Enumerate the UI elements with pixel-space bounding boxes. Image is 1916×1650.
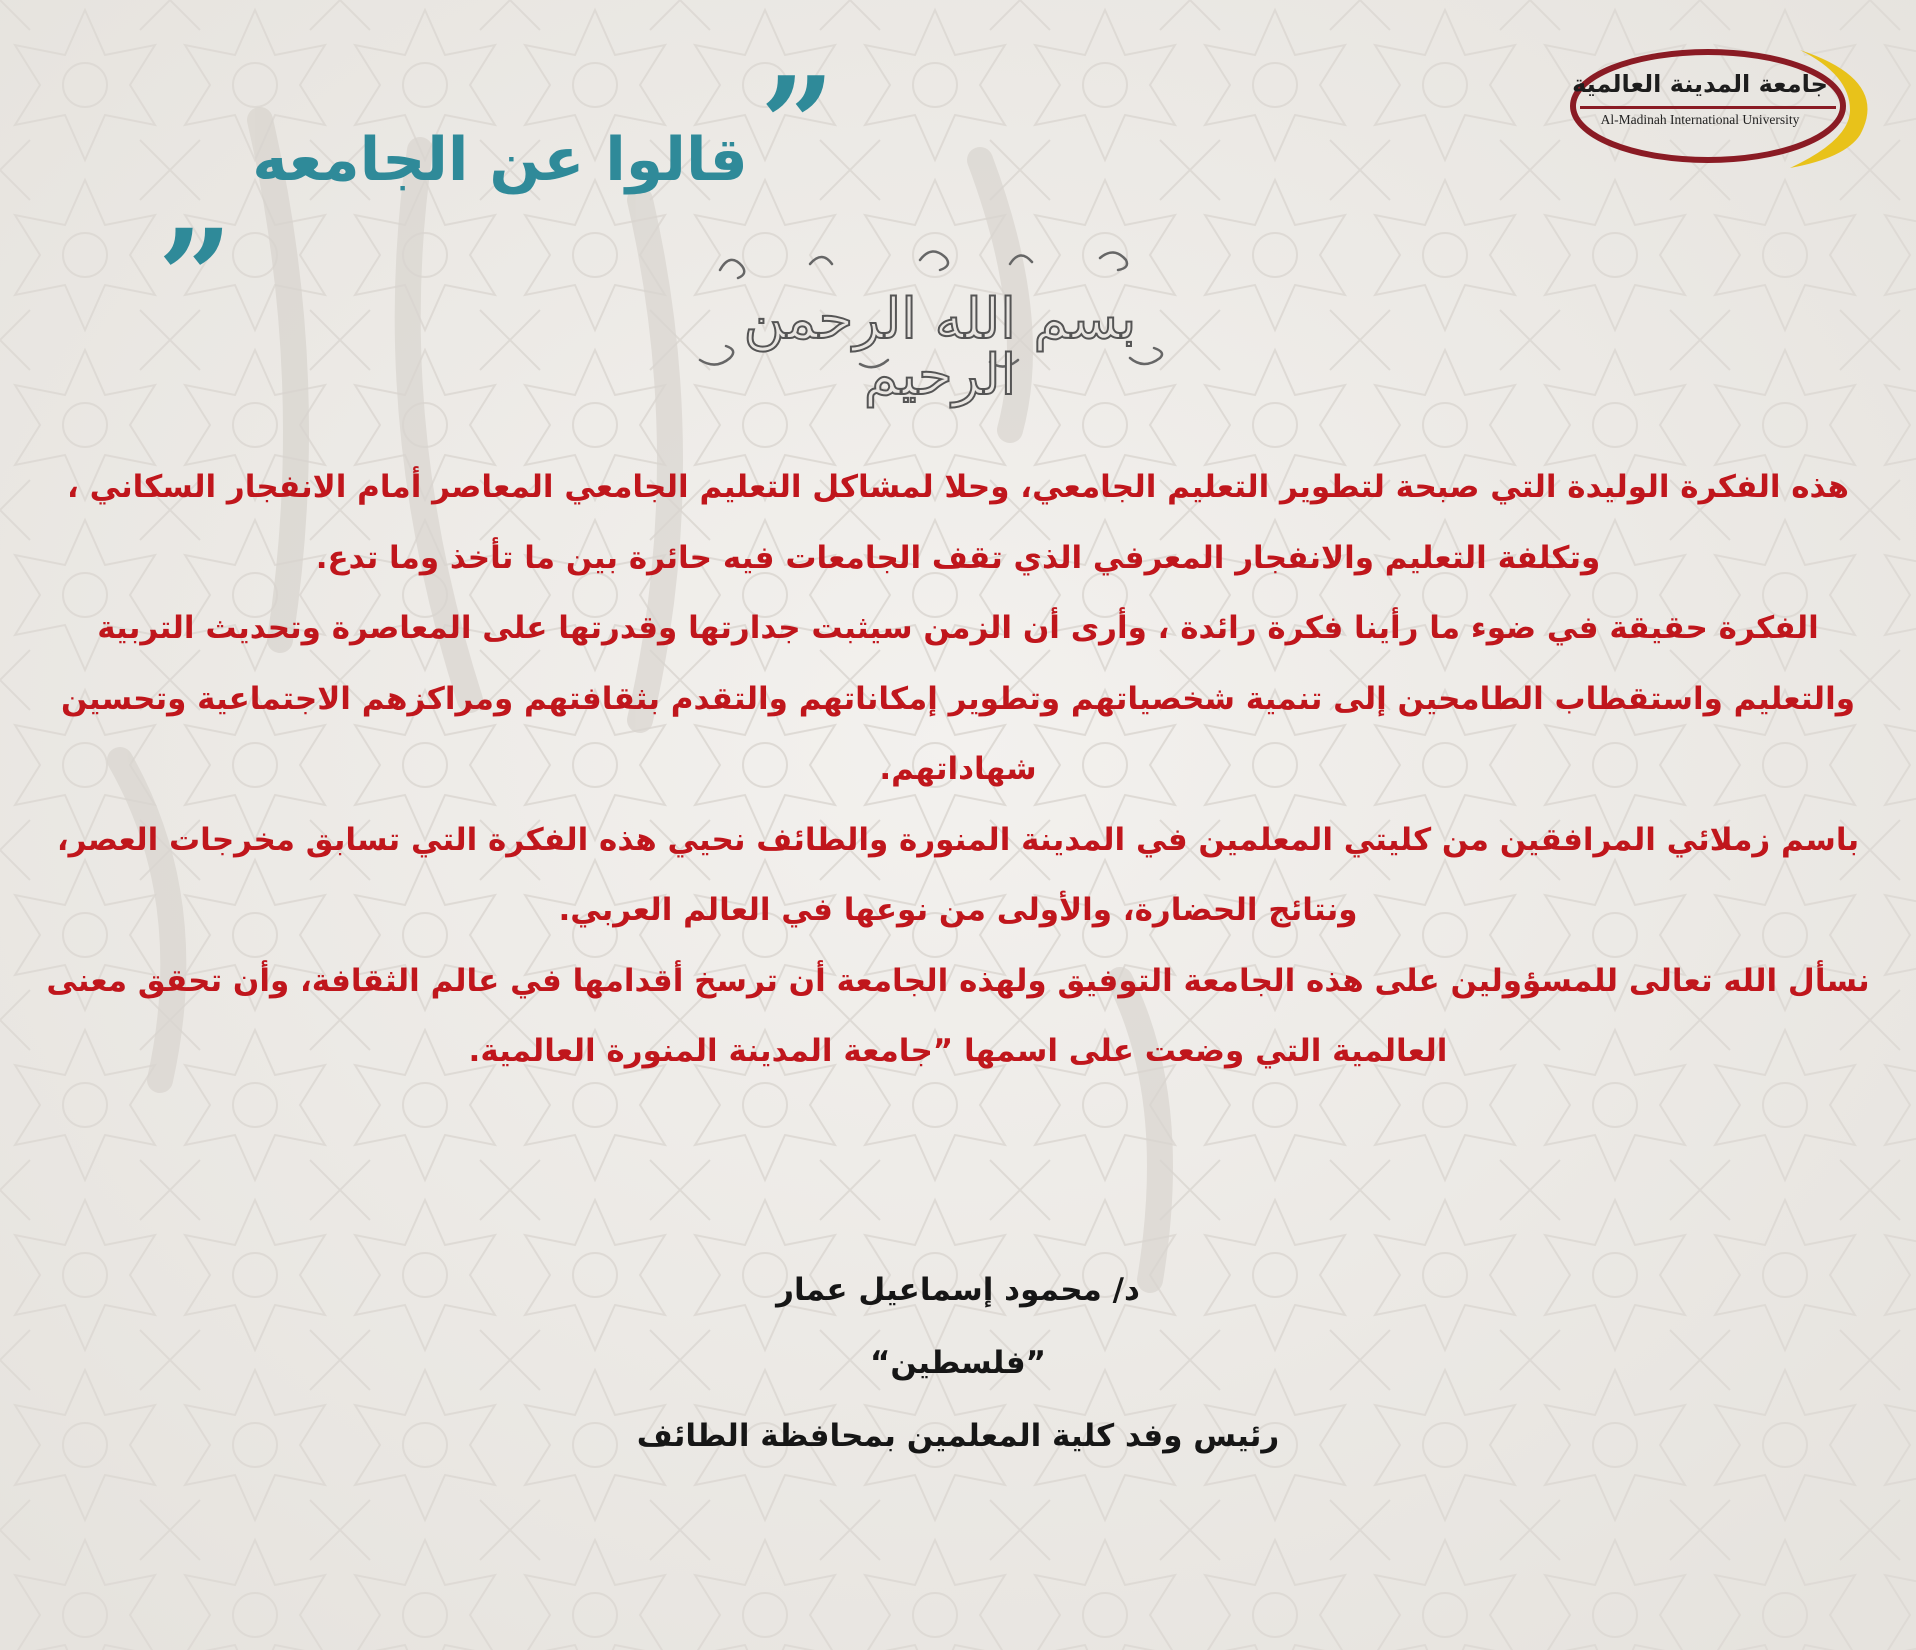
paragraph-2: الفكرة حقيقة في ضوء ما رأينا فكرة رائدة ، وأرى أن الزمن سيثبت جدارتها وقدرتها على المعاصرة وتحديث التربية والتعليم واستقطاب الطامحين إلى تنمية شخصياتهم وتطوير إمكاناتهم والتقدم بثقافتهم ومراكزهم الاجتماعية وتحسين شهاداتهم. [61, 610, 1855, 787]
testimonial-body [40, 452, 1876, 1087]
logo-swoosh-icon [1560, 40, 1880, 170]
signatory-name: د/ محمود إسماعيل عمار [776, 1272, 1140, 1308]
logo-name-english: Al-Madinah International University [1600, 112, 1800, 127]
title-text: قالوا عن الجامعه [252, 125, 748, 195]
signature-block [458, 1265, 1458, 1484]
basmala [660, 240, 1220, 408]
paragraph-1: هذه الفكرة الوليدة التي صبحة لتطوير التعليم الجامعي، وحلا لمشاكل التعليم الجامعي المعاصر أمام الانفجار السكاني ، وتكلفة التعليم والانفجار المعرفي الذي تقف الجامعات فيه حائرة بين ما تأخذ وما تدع. [67, 469, 1849, 576]
paragraph-3: باسم زملائي المرافقين من كليتي المعلمين في المدينة المنورة والطائف نحيي هذه الفكرة التي تسابق مخرجات العصر، ونتائج الحضارة، والأولى من نوعها في العالم العربي. [56, 821, 1860, 928]
signatory-country: ”فلسطين“ [870, 1345, 1046, 1381]
basmala-text: بسم الله الرحمن الرحيم [743, 287, 1137, 408]
quote-open-mark: ” [760, 48, 835, 201]
quote-close-mark: „ [160, 126, 235, 279]
signatory-role: رئيس وفد كلية المعلمين بمحافظة الطائف [636, 1418, 1280, 1454]
university-logo [1560, 40, 1880, 170]
page-title [110, 48, 835, 279]
logo-name-arabic: جامعة المدينة العالمية [1572, 70, 1828, 98]
paragraph-4: نسأل الله تعالى للمسؤولين على هذه الجامعة التوفيق ولهذه الجامعة أن ترسخ أقدامها في عالم الثقافة، وأن تحقق معنى العالمية التي وضعت على اسمها ”جامعة المدينة المنورة العالمية. [46, 962, 1870, 1069]
